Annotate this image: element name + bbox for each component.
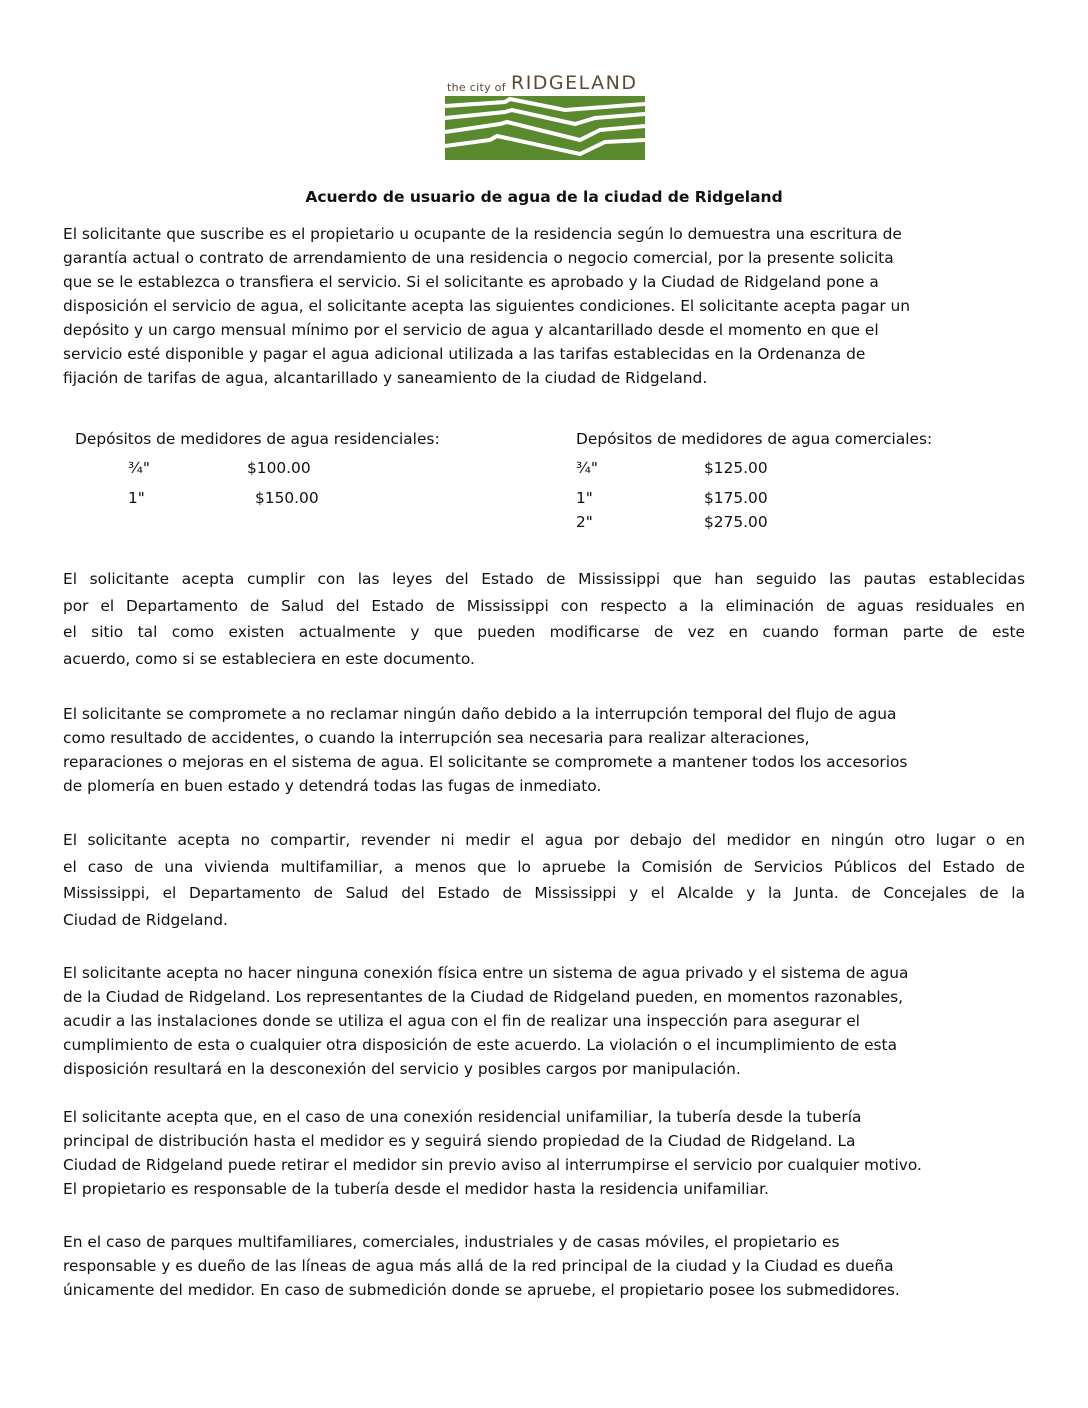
- meter-size: 2": [576, 513, 593, 531]
- text-line: El solicitante acepta que, en el caso de una conexión residencial unifamiliar, la tubería desde la tubería: [63, 1108, 862, 1126]
- document-title: Acuerdo de usuario de agua de la ciudad de Ridgeland: [305, 188, 783, 206]
- text-line: El propietario es responsable de la tubería desde el medidor hasta la residencia unifamiliar.: [63, 1180, 769, 1198]
- text-line: que se le establezca o transfiera el servicio. Si el solicitante es aprobado y la Ciudad de Ridgeland pone a: [63, 273, 879, 291]
- paragraph-meter-ownership: [63, 1105, 1025, 1201]
- paragraph-cross-connection: [63, 961, 1025, 1081]
- paragraph-state-laws: [63, 566, 1025, 672]
- text-line: como resultado de accidentes, o cuando la interrupción sea necesaria para realizar alteraciones,: [63, 729, 810, 747]
- meter-size: 1": [128, 489, 145, 507]
- intro-paragraph: [63, 222, 1025, 390]
- deposit-amount: $150.00: [255, 489, 319, 507]
- deposit-amount: $275.00: [704, 513, 768, 531]
- text-line: Ciudad de Ridgeland puede retirar el medidor sin previo aviso al interrumpirse el servicio por cualquier motivo.: [63, 1156, 922, 1174]
- text-line: el caso de una vivienda multifamiliar, a menos que lo apruebe la Comisión de Servicios Públicos del Estado de: [63, 857, 1025, 876]
- city-logo: [445, 72, 645, 160]
- paragraph-service-interruption: [63, 702, 1025, 798]
- text-line: principal de distribución hasta el medidor es y seguirá siendo propiedad de la Ciudad de Ridgeland. La: [63, 1132, 856, 1150]
- logo-small-text: the city of: [447, 81, 506, 94]
- text-line: El solicitante acepta no compartir, revender ni medir el agua por debajo del medidor en ningún otro lugar o en: [63, 831, 1025, 849]
- residential-deposits-heading: Depósitos de medidores de agua residenciales:: [75, 430, 440, 448]
- text-line: Ciudad de Ridgeland.: [63, 910, 228, 929]
- ridge-lines-icon: [445, 96, 645, 160]
- logo-wordmark: [445, 72, 645, 94]
- meter-size: ¾": [128, 459, 150, 477]
- text-line: acudir a las instalaciones donde se utiliza el agua con el fin de realizar una inspección para asegurar el: [63, 1012, 860, 1030]
- text-line: Mississippi, el Departamento de Salud del Estado de Mississippi y el Alcalde y la Junta. de Concejales de la: [63, 884, 1025, 902]
- text-line: disposición resultará en la desconexión del servicio y posibles cargos por manipulación.: [63, 1060, 741, 1078]
- commercial-deposits-heading: Depósitos de medidores de agua comerciales:: [576, 430, 933, 448]
- text-line: fijación de tarifas de agua, alcantarillado y saneamiento de la ciudad de Ridgeland.: [63, 369, 708, 387]
- text-line: de plomería en buen estado y detendrá todas las fugas de inmediato.: [63, 777, 602, 795]
- text-line: el sitio tal como existen actualmente y que pueden modificarse de vez en cuando forman parte de este: [63, 623, 1025, 641]
- text-line: depósito y un cargo mensual mínimo por el servicio de agua y alcantarillado desde el momento en que el: [63, 321, 879, 339]
- text-line: reparaciones o mejoras en el sistema de agua. El solicitante se compromete a mantener todos los accesorios: [63, 753, 908, 771]
- text-line: acuerdo, como si se estableciera en este documento.: [63, 649, 475, 668]
- text-line: garantía actual o contrato de arrendamiento de una residencia o negocio comercial, por la presente solicita: [63, 249, 894, 267]
- text-line: cumplimiento de esta o cualquier otra disposición de este acuerdo. La violación o el incumplimiento de esta: [63, 1036, 898, 1054]
- text-line: servicio esté disponible y pagar el agua adicional utilizada a las tarifas establecidas en la Ordenanza de: [63, 345, 866, 363]
- text-line: responsable y es dueño de las líneas de agua más allá de la red principal de la ciudad y la Ciudad es dueña: [63, 1257, 894, 1275]
- deposit-amount: $125.00: [704, 459, 768, 477]
- meter-size: ¾": [576, 459, 598, 477]
- text-line: por el Departamento de Salud del Estado de Mississippi con respecto a la eliminación de aguas residuales en: [63, 596, 1025, 615]
- text-line: de la Ciudad de Ridgeland. Los representantes de la Ciudad de Ridgeland pueden, en momentos razonables,: [63, 988, 904, 1006]
- paragraph-multifamily: [63, 1230, 1025, 1302]
- meter-size: 1": [576, 489, 593, 507]
- text-line: El solicitante que suscribe es el propietario u ocupante de la residencia según lo demuestra una escritura de: [63, 225, 902, 243]
- text-line: El solicitante acepta no hacer ninguna conexión física entre un sistema de agua privado y el sistema de agua: [63, 964, 909, 982]
- text-line: El solicitante se compromete a no reclamar ningún daño debido a la interrupción temporal del flujo de agua: [63, 705, 897, 723]
- text-line: En el caso de parques multifamiliares, comerciales, industriales y de casas móviles, el propietario es: [63, 1233, 840, 1251]
- text-line: únicamente del medidor. En caso de submedición donde se apruebe, el propietario posee los submedidores.: [63, 1281, 900, 1299]
- text-line: El solicitante acepta cumplir con las leyes del Estado de Mississippi que han seguido las pautas establecidas: [63, 570, 1025, 588]
- paragraph-no-resale: [63, 827, 1025, 933]
- deposit-amount: $100.00: [247, 459, 311, 477]
- text-line: disposición el servicio de agua, el solicitante acepta las siguientes condiciones. El solicitante acepta pagar un: [63, 297, 911, 315]
- logo-city-name: RIDGELAND: [511, 72, 638, 94]
- deposit-amount: $175.00: [704, 489, 768, 507]
